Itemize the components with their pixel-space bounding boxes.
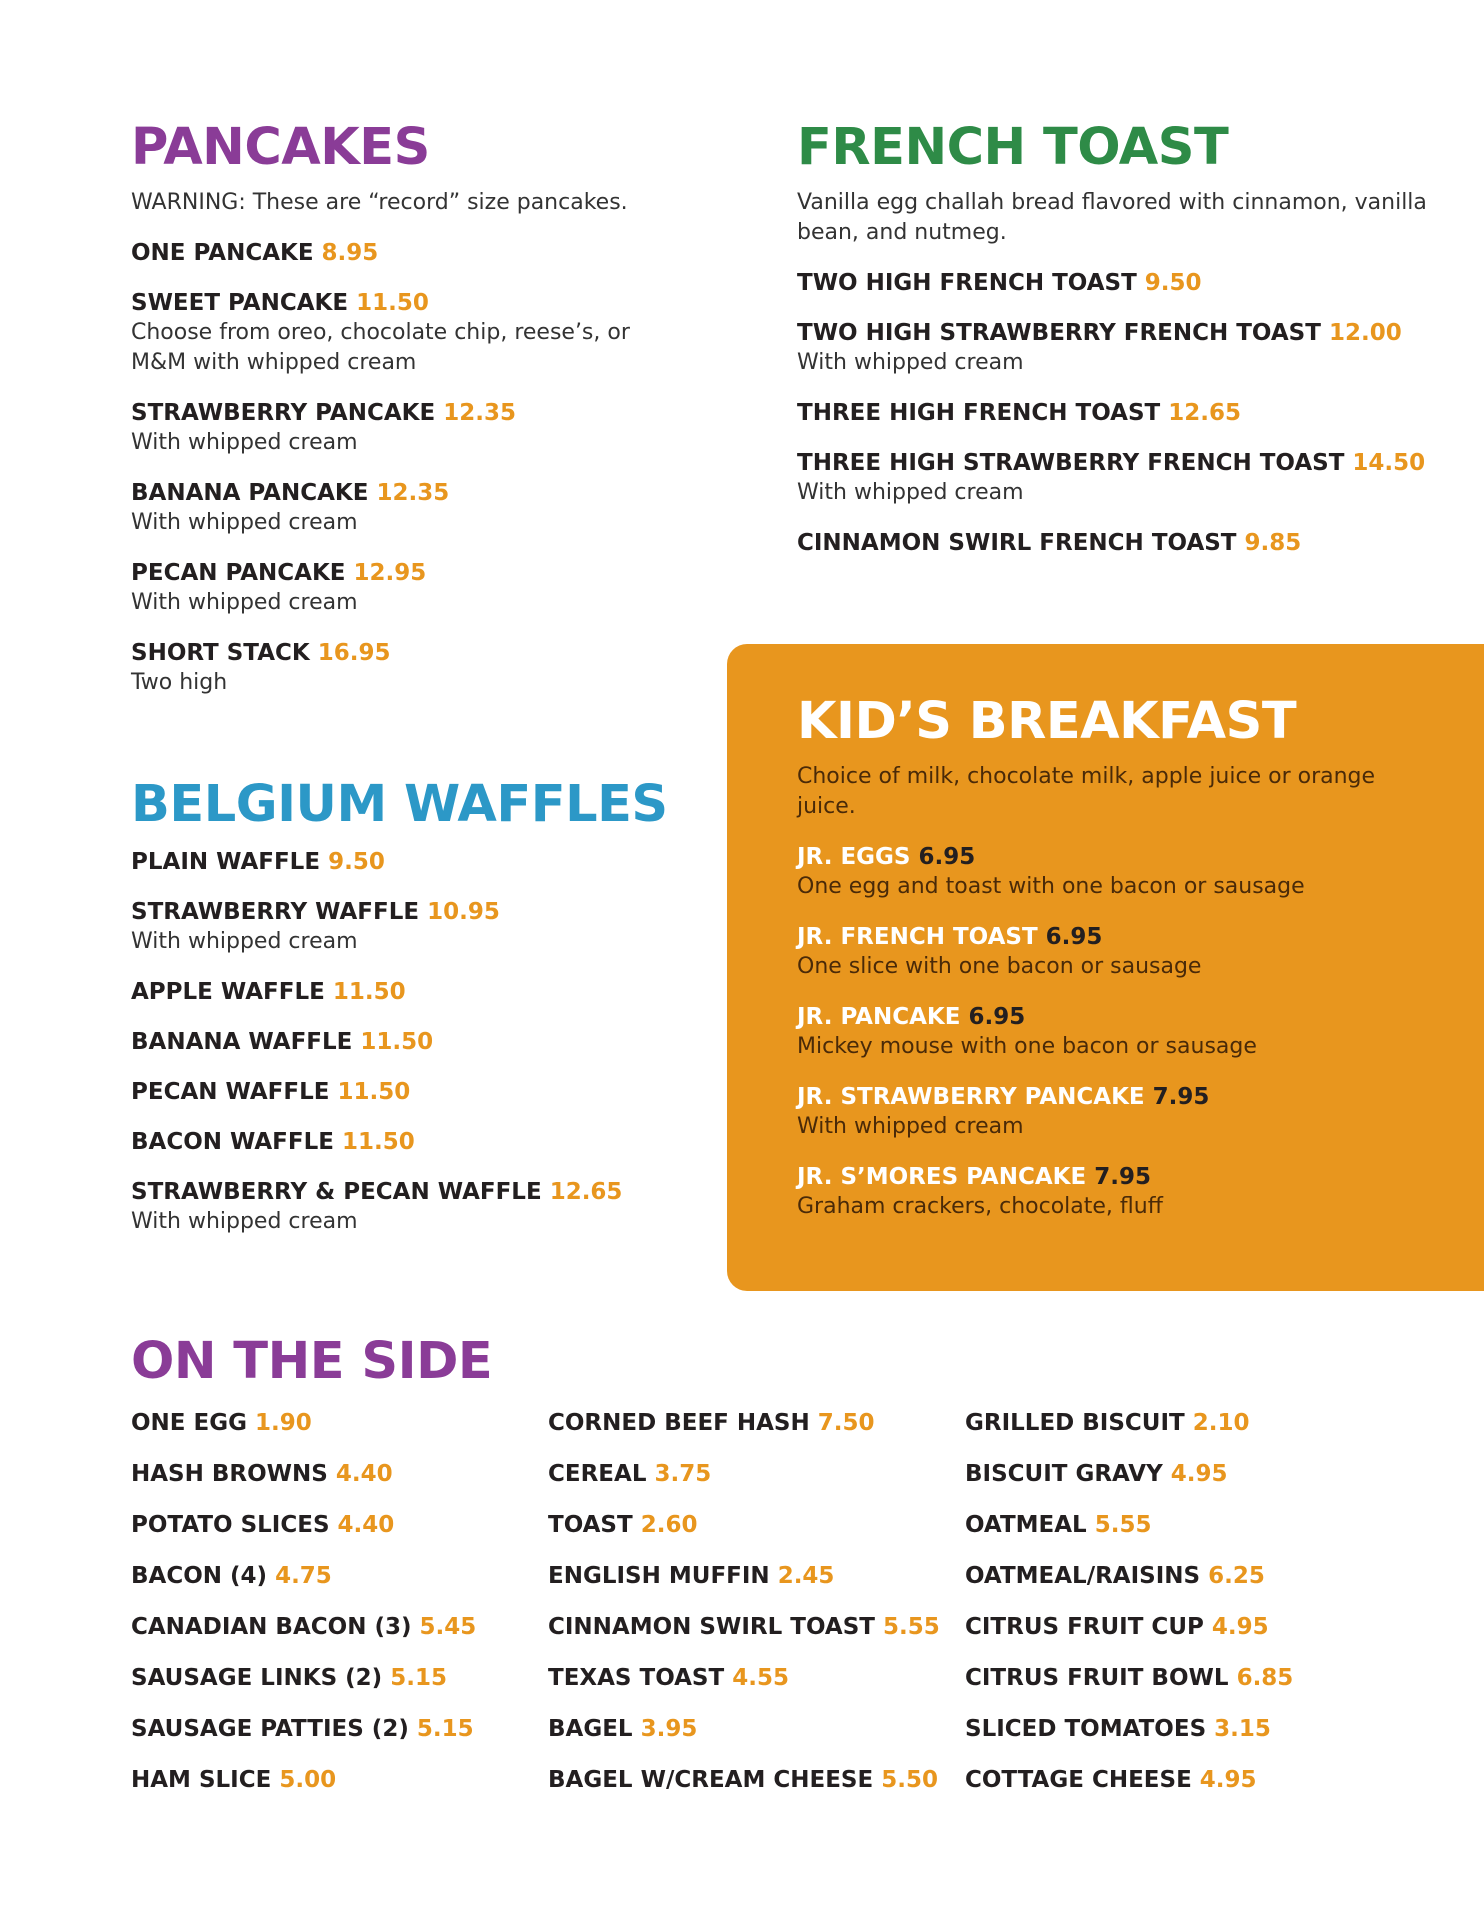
menu-item-name: THREE HIGH FRENCH TOAST [797, 400, 1161, 426]
menu-item-line [131, 398, 691, 428]
menu-item-price: 7.50 [817, 1410, 875, 1436]
menu-item-price: 7.95 [1094, 1164, 1151, 1190]
menu-item-line [548, 1663, 948, 1693]
menu-item-line [797, 448, 1437, 478]
pancakes-intro: WARNING: These are “record” size pancakes. [131, 190, 628, 215]
menu-item-line [965, 1663, 1365, 1693]
menu-item-line [131, 1663, 531, 1693]
menu-item-price: 12.35 [376, 480, 450, 506]
menu-item-name: SAUSAGE PATTIES (2) [131, 1716, 409, 1742]
menu-item [797, 922, 1437, 982]
menu-item-line [797, 1162, 1437, 1192]
menu-item-line [797, 398, 1437, 428]
menu-item-line [548, 1714, 948, 1744]
menu-item-line [131, 238, 691, 268]
menu-item [548, 1408, 948, 1438]
menu-item-name: BANANA PANCAKE [131, 480, 369, 506]
menu-item-line [797, 1082, 1437, 1112]
menu-item-line [797, 922, 1437, 952]
sides-column-2 [548, 1392, 948, 1795]
french-toast-intro: Vanilla egg challah bread flavored with cinnamon, vanilla bean, and nutmeg. [797, 190, 1427, 245]
menu-item-line [131, 638, 691, 668]
menu-item-price: 2.45 [777, 1563, 835, 1589]
menu-item-line [548, 1510, 948, 1540]
menu-item-price: 5.50 [881, 1767, 938, 1793]
menu-item-line [131, 1510, 531, 1540]
kids-breakfast-section [797, 692, 1437, 1222]
menu-item-price: 3.95 [640, 1716, 698, 1742]
menu-item-line [131, 897, 731, 927]
menu-item-name: CORNED BEEF HASH [548, 1410, 810, 1436]
menu-item-line [131, 1459, 531, 1489]
menu-item-name: CITRUS FRUIT BOWL [965, 1665, 1229, 1691]
sides-section [131, 1332, 731, 1392]
menu-item-name: COTTAGE CHEESE [965, 1767, 1192, 1793]
menu-item-line [548, 1459, 948, 1489]
menu-item-description: One slice with one bacon or sausage [797, 954, 1202, 979]
menu-item-line [797, 1002, 1437, 1032]
menu-item-name: GRILLED BISCUIT [965, 1410, 1185, 1436]
menu-item [965, 1612, 1365, 1642]
kids-breakfast-intro: Choice of milk, chocolate milk, apple juice or orange juice. [797, 764, 1376, 819]
menu-item-description: One egg and toast with one bacon or sausage [797, 874, 1305, 899]
menu-item-description: With whipped cream [797, 1114, 1024, 1139]
menu-item [131, 1510, 531, 1540]
menu-item-price: 6.85 [1236, 1665, 1294, 1691]
waffles-item-list [131, 847, 731, 1237]
menu-item-price: 11.50 [356, 290, 429, 316]
menu-item-price: 5.15 [390, 1665, 447, 1691]
menu-item-line [965, 1714, 1365, 1744]
menu-item-name: SAUSAGE LINKS (2) [131, 1665, 383, 1691]
menu-item [797, 1002, 1437, 1062]
menu-item [131, 897, 731, 957]
menu-item-name: CITRUS FRUIT CUP [965, 1614, 1204, 1640]
menu-item-line [965, 1765, 1365, 1795]
menu-item-name: OATMEAL/RAISINS [965, 1563, 1201, 1589]
menu-item-name: JR. STRAWBERRY PANCAKE [797, 1084, 1145, 1110]
menu-item [131, 1561, 531, 1591]
pancakes-section [131, 118, 691, 698]
menu-item-name: ONE PANCAKE [131, 240, 314, 266]
menu-item-name: PECAN PANCAKE [131, 560, 346, 586]
menu-item-name: JR. FRENCH TOAST [797, 924, 1038, 950]
menu-item-price: 3.15 [1214, 1716, 1271, 1742]
menu-item-name: TWO HIGH FRENCH TOAST [797, 270, 1137, 296]
menu-item-name: JR. PANCAKE [797, 1004, 961, 1030]
menu-item-line [548, 1765, 948, 1795]
menu-item-price: 12.65 [549, 1179, 623, 1205]
menu-item [965, 1714, 1365, 1744]
menu-item-line [131, 288, 691, 318]
menu-item-price: 12.00 [1328, 320, 1402, 346]
menu-item-price: 6.25 [1208, 1563, 1265, 1589]
menu-item-price: 8.95 [321, 240, 379, 266]
menu-item-description: With whipped cream [131, 1209, 358, 1234]
menu-item-line [548, 1612, 948, 1642]
menu-item-line [131, 1177, 731, 1207]
menu-item-price: 4.95 [1199, 1767, 1257, 1793]
menu-item-name: STRAWBERRY PANCAKE [131, 400, 436, 426]
menu-item-price: 12.65 [1168, 400, 1241, 426]
menu-item [131, 288, 691, 378]
menu-item-name: TEXAS TOAST [548, 1665, 725, 1691]
menu-item [131, 238, 691, 268]
menu-item-name: BAGEL [548, 1716, 633, 1742]
menu-item-description: Graham crackers, chocolate, fluff [797, 1194, 1163, 1219]
french-toast-title: FRENCH TOAST [797, 118, 1229, 177]
menu-item-line [131, 1027, 731, 1057]
menu-item [131, 1177, 731, 1237]
menu-item-name: CANADIAN BACON (3) [131, 1614, 412, 1640]
menu-item [797, 528, 1437, 558]
menu-item [548, 1510, 948, 1540]
pancakes-title: PANCAKES [131, 118, 430, 177]
menu-item-name: BAGEL W/CREAM CHEESE [548, 1767, 874, 1793]
waffles-title: BELGIUM WAFFLES [131, 775, 668, 834]
menu-item-price: 16.95 [317, 640, 391, 666]
menu-item-price: 11.50 [332, 979, 406, 1005]
menu-item-line [131, 977, 731, 1007]
menu-item-line [131, 847, 731, 877]
menu-item [131, 1663, 531, 1693]
menu-item-line [548, 1408, 948, 1438]
menu-item-name: TOAST [548, 1512, 633, 1538]
menu-item [965, 1510, 1365, 1540]
menu-item [548, 1459, 948, 1489]
menu-item [131, 398, 691, 458]
menu-item-line [797, 268, 1437, 298]
menu-item [548, 1765, 948, 1795]
menu-item-line [131, 1561, 531, 1591]
sides-column-1 [131, 1392, 531, 1795]
kids-item-list [797, 842, 1437, 1222]
menu-item-price: 14.50 [1352, 450, 1426, 476]
menu-item-name: PLAIN WAFFLE [131, 849, 321, 875]
menu-item-description: With whipped cream [131, 929, 358, 954]
menu-item-name: SHORT STACK [131, 640, 310, 666]
menu-item-name: JR. S’MORES PANCAKE [797, 1164, 1087, 1190]
menu-item-description: With whipped cream [797, 350, 1024, 375]
menu-item-line [131, 1077, 731, 1107]
menu-item [965, 1765, 1365, 1795]
menu-item-description: With whipped cream [131, 510, 358, 535]
menu-item-name: OATMEAL [965, 1512, 1087, 1538]
menu-item-name: SLICED TOMATOES [965, 1716, 1207, 1742]
menu-item-price: 12.95 [353, 560, 427, 586]
menu-item [797, 268, 1437, 298]
menu-item [548, 1612, 948, 1642]
menu-item [797, 448, 1437, 508]
menu-item-line [965, 1408, 1365, 1438]
menu-item-line [965, 1459, 1365, 1489]
pancakes-item-list [131, 238, 691, 698]
french-toast-item-list [797, 268, 1437, 558]
menu-item-price: 4.40 [337, 1512, 395, 1538]
menu-item [797, 398, 1437, 428]
menu-item-price: 9.50 [1144, 270, 1202, 296]
menu-item-line [797, 528, 1437, 558]
menu-item-price: 12.35 [443, 400, 516, 426]
menu-item [548, 1561, 948, 1591]
menu-item-name: ENGLISH MUFFIN [548, 1563, 770, 1589]
menu-item-price: 11.50 [360, 1029, 434, 1055]
menu-item-line [797, 318, 1437, 348]
menu-item-name: STRAWBERRY & PECAN WAFFLE [131, 1179, 542, 1205]
menu-item-name: CEREAL [548, 1461, 647, 1487]
menu-item-description: With whipped cream [131, 430, 358, 455]
menu-item-price: 4.40 [335, 1461, 393, 1487]
menu-item-price: 5.55 [1094, 1512, 1152, 1538]
menu-item-price: 5.55 [883, 1614, 940, 1640]
menu-item-price: 11.50 [341, 1129, 415, 1155]
menu-item-price: 4.95 [1170, 1461, 1228, 1487]
menu-item [131, 1714, 531, 1744]
menu-item-name: THREE HIGH STRAWBERRY FRENCH TOAST [797, 450, 1345, 476]
menu-item [131, 558, 691, 618]
menu-item-name: BACON (4) [131, 1563, 268, 1589]
menu-item-name: HASH BROWNS [131, 1461, 328, 1487]
menu-item-price: 5.00 [279, 1767, 337, 1793]
menu-item-price: 2.60 [640, 1512, 698, 1538]
menu-item-price: 4.55 [732, 1665, 789, 1691]
menu-item-price: 3.75 [654, 1461, 712, 1487]
menu-item-name: APPLE WAFFLE [131, 979, 325, 1005]
menu-item-name: BACON WAFFLE [131, 1129, 334, 1155]
menu-item [548, 1714, 948, 1744]
menu-item-description: With whipped cream [797, 480, 1024, 505]
menu-item-line [965, 1561, 1365, 1591]
menu-item [797, 1082, 1437, 1142]
menu-item-price: 6.95 [1045, 924, 1103, 950]
menu-item [797, 1162, 1437, 1222]
menu-item-price: 9.50 [328, 849, 385, 875]
menu-item [797, 318, 1437, 378]
menu-item-price: 5.45 [419, 1614, 477, 1640]
menu-item-name: HAM SLICE [131, 1767, 272, 1793]
menu-item-name: CINNAMON SWIRL TOAST [548, 1614, 875, 1640]
menu-item-name: CINNAMON SWIRL FRENCH TOAST [797, 530, 1237, 556]
menu-item [131, 977, 731, 1007]
menu-item-price: 5.15 [416, 1716, 474, 1742]
french-toast-section [797, 118, 1437, 558]
menu-item [131, 1027, 731, 1057]
menu-item-name: POTATO SLICES [131, 1512, 330, 1538]
menu-item [131, 638, 691, 698]
menu-item-price: 6.95 [968, 1004, 1026, 1030]
menu-item-price: 6.95 [918, 844, 976, 870]
menu-item [131, 1459, 531, 1489]
menu-item-line [131, 1612, 531, 1642]
menu-item-line [131, 558, 691, 588]
menu-item [131, 1077, 731, 1107]
menu-item-line [131, 1408, 531, 1438]
menu-item-name: STRAWBERRY WAFFLE [131, 899, 420, 925]
menu-item-line [548, 1561, 948, 1591]
menu-item [131, 847, 731, 877]
menu-item-name: BANANA WAFFLE [131, 1029, 353, 1055]
menu-item-name: ONE EGG [131, 1410, 247, 1436]
menu-item [131, 1127, 731, 1157]
waffles-section [131, 775, 731, 1237]
menu-item-line [965, 1510, 1365, 1540]
menu-item-name: TWO HIGH STRAWBERRY FRENCH TOAST [797, 320, 1321, 346]
menu-item-description: Mickey mouse with one bacon or sausage [797, 1034, 1257, 1059]
menu-item-price: 1.90 [255, 1410, 312, 1436]
menu-item-description: Choose from oreo, chocolate chip, reese’s, or M&M with whipped cream [131, 320, 630, 375]
menu-item-price: 10.95 [427, 899, 500, 925]
menu-item-line [131, 1127, 731, 1157]
menu-item [131, 478, 691, 538]
menu-item [131, 1612, 531, 1642]
sides-column-3 [965, 1392, 1365, 1795]
menu-item-name: PECAN WAFFLE [131, 1079, 330, 1105]
menu-item [965, 1408, 1365, 1438]
menu-item-name: JR. EGGS [797, 844, 911, 870]
menu-item-price: 2.10 [1192, 1410, 1250, 1436]
menu-item [965, 1663, 1365, 1693]
menu-item [797, 842, 1437, 902]
menu-item-description: With whipped cream [131, 590, 358, 615]
menu-item-line [797, 842, 1437, 872]
menu-item-name: BISCUIT GRAVY [965, 1461, 1163, 1487]
menu-item-line [131, 1765, 531, 1795]
menu-item-price: 4.95 [1211, 1614, 1269, 1640]
menu-item-name: SWEET PANCAKE [131, 290, 349, 316]
menu-item-line [965, 1612, 1365, 1642]
menu-item-price: 9.85 [1244, 530, 1302, 556]
menu-item-description: Two high [131, 670, 228, 695]
sides-title: ON THE SIDE [131, 1332, 493, 1391]
kids-breakfast-title: KID’S BREAKFAST [797, 692, 1297, 751]
menu-item-line [131, 1714, 531, 1744]
menu-item-price: 11.50 [337, 1079, 411, 1105]
menu-item [131, 1408, 531, 1438]
menu-item [965, 1561, 1365, 1591]
menu-item-price: 7.95 [1152, 1084, 1210, 1110]
menu-item-line [131, 478, 691, 508]
menu-item [548, 1663, 948, 1693]
menu-item [131, 1765, 531, 1795]
menu-item [965, 1459, 1365, 1489]
menu-item-price: 4.75 [275, 1563, 332, 1589]
